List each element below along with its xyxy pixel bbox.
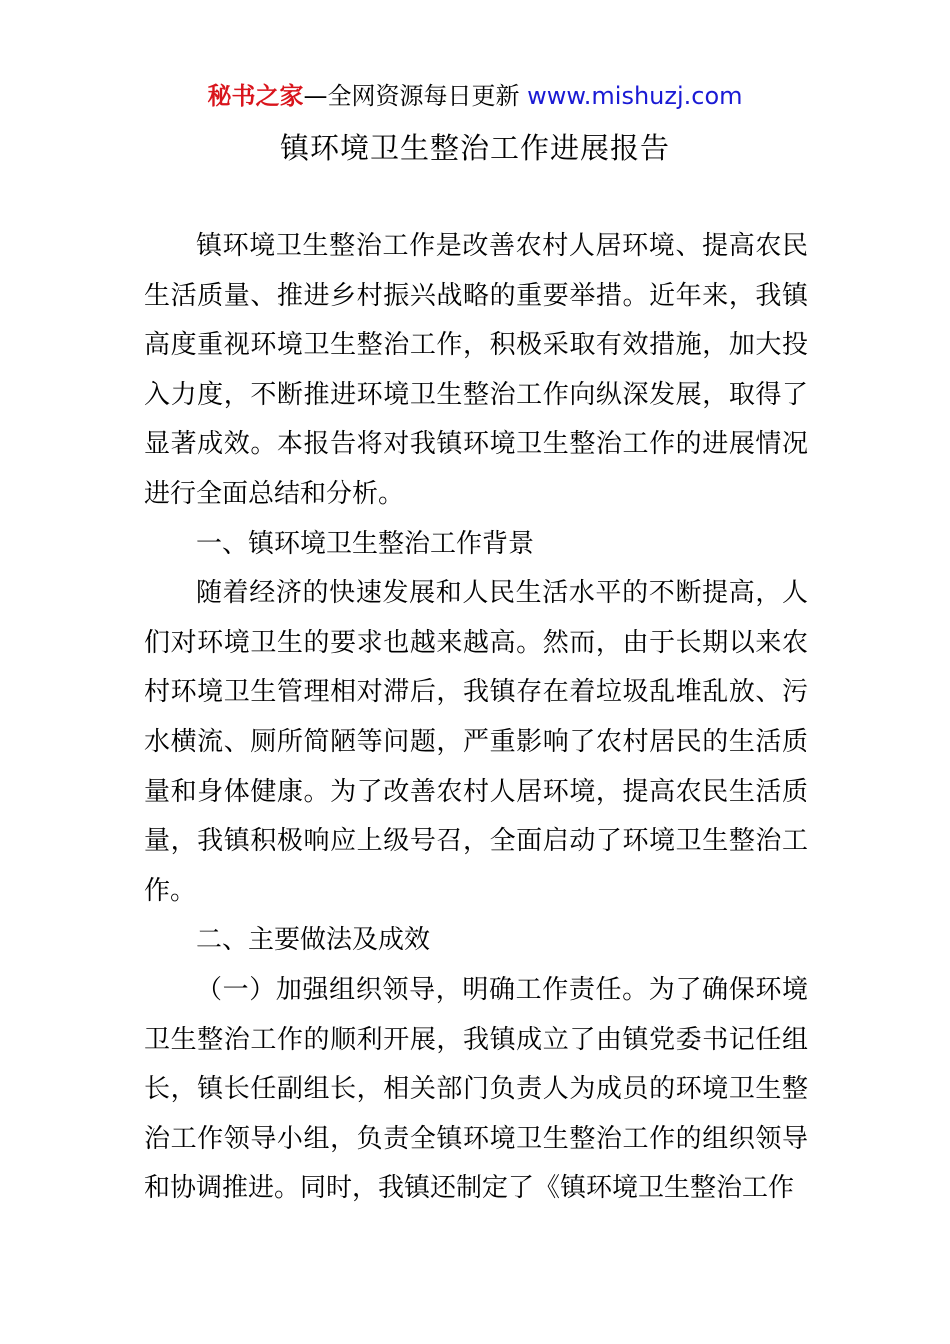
section-2-heading: 二、主要做法及成效 bbox=[196, 925, 431, 956]
site-header bbox=[0, 80, 950, 112]
section-1-paragraph: 随着经济的快速发展和人民生活水平的不断提高，人们对环境卫生的要求也越来越高。然而，由于长期以来农村环境卫生管理相对滞后，我镇存在着垃圾乱堆乱放、污水横流、厕所简陋等问题，严重影响了农村居民的生活质量和身体健康。为了改善农村人居环境，提高农民生活质量，我镇积极响应上级号召，全面启动了环境卫生整治工作。 bbox=[144, 578, 808, 906]
section-2-subsection-1-paragraph: （一）加强组织领导，明确工作责任。为了确保环境卫生整治工作的顺利开展，我镇成立了由镇党委书记任组长，镇长任副组长，相关部门负责人为成员的环境卫生整治工作领导小组，负责全镇环境卫生整治工作的组织领导和协调推进。同时，我镇还制定了《镇环境卫生整治工作 bbox=[144, 974, 808, 1204]
header-tagline: —全网资源每日更新 bbox=[303, 82, 520, 110]
section-1-heading: 一、镇环境卫生整治工作背景 bbox=[196, 528, 535, 559]
intro-paragraph: 镇环境卫生整治工作是改善农村人居环境、提高农民生活质量、推进乡村振兴战略的重要举措。近年来，我镇高度重视环境卫生整治工作，积极采取有效措施，加大投入力度，不断推进环境卫生整治工作向纵深发展，取得了显著成效。本报告将对我镇环境卫生整治工作的进展情况进行全面总结和分析。 bbox=[144, 231, 808, 509]
document-body bbox=[144, 222, 808, 1214]
brand-name: 秘书之家 bbox=[207, 82, 304, 110]
site-url-link[interactable]: www.mishuzj.com bbox=[527, 82, 743, 110]
document-title: 镇环境卫生整治工作进展报告 bbox=[279, 131, 670, 165]
